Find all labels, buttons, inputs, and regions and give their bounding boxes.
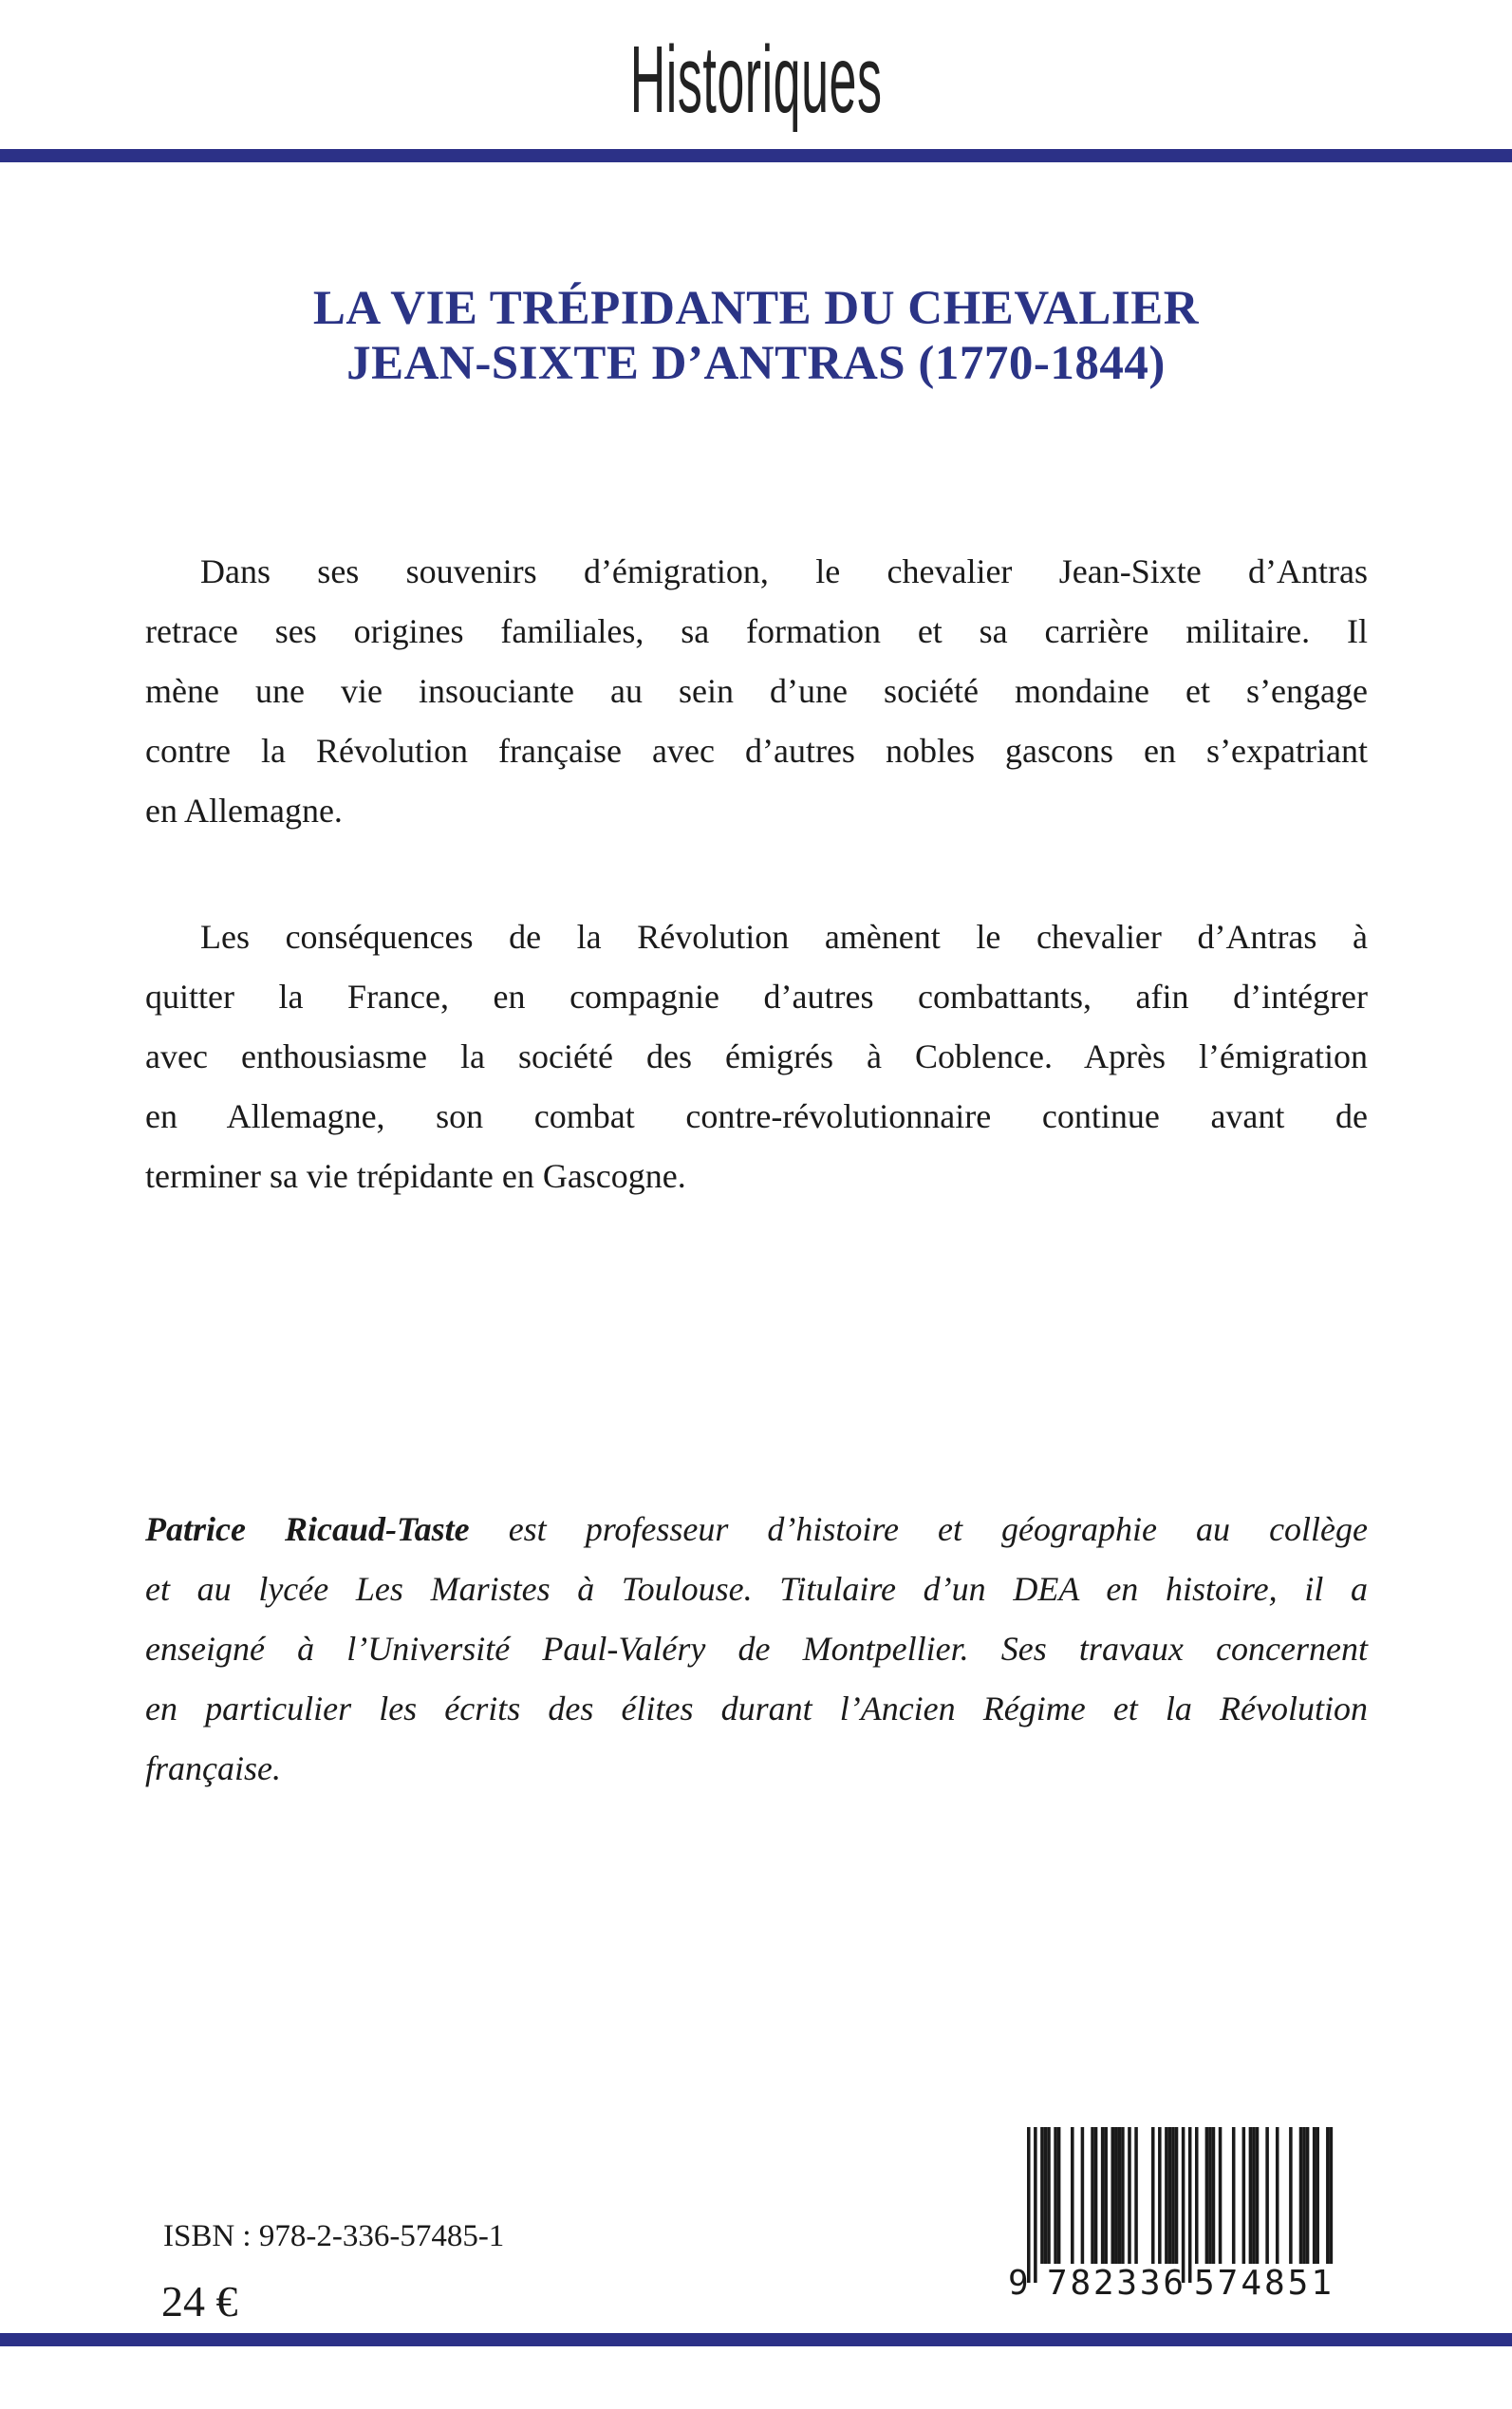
barcode-bar (1151, 2127, 1155, 2264)
barcode-bar (1232, 2127, 1236, 2264)
barcode-bar (1071, 2127, 1074, 2264)
barcode-bar (1265, 2127, 1269, 2264)
barcode-bar (1171, 2127, 1175, 2264)
barcode-bar (1249, 2127, 1253, 2264)
isbn-label: ISBN : 978-2-336-57485-1 (163, 2219, 505, 2253)
price-label: 24 € (161, 2277, 238, 2325)
barcode-bar (1128, 2127, 1131, 2264)
barcode-bar (1212, 2127, 1216, 2264)
text-line: retrace ses origines familiales, sa formation et sa carrière militaire. Il (145, 612, 1368, 650)
book-title-line1: LA VIE TRÉPIDANTE DU CHEVALIER (312, 282, 1200, 335)
barcode-bar (1104, 2127, 1108, 2264)
barcode-bar (1299, 2127, 1303, 2264)
text-line: en Allemagne. (145, 792, 343, 830)
barcode-bar (1040, 2127, 1044, 2264)
barcode-bar (1134, 2127, 1138, 2264)
barcode-bar (1054, 2127, 1057, 2264)
barcode-bar (1027, 2127, 1031, 2283)
barcode-bar (1091, 2127, 1094, 2264)
barcode-digits-left: 782336 (1047, 2264, 1184, 2298)
barcode-bar (1034, 2127, 1037, 2283)
barcode-bar (1188, 2127, 1192, 2283)
synopsis-paragraph-2 (145, 907, 1368, 1206)
text-line: en particulier les écrits des élites durant l’Ancien Régime et la Révolution (145, 1690, 1368, 1727)
barcode-bar (1306, 2127, 1310, 2264)
text-line: terminer sa vie trépidante en Gascogne. (145, 1157, 686, 1195)
collection-logo (0, 27, 1512, 133)
barcode-bar (1057, 2127, 1061, 2264)
barcode-bar (1219, 2127, 1223, 2264)
text-line: et au lycée Les Maristes à Toulouse. Titulaire d’un DEA en histoire, il a (145, 1570, 1368, 1608)
bottom-rule (0, 2333, 1512, 2346)
barcode-bar (1121, 2127, 1125, 2264)
barcode-bar (1044, 2127, 1048, 2264)
text-line: enseigné à l’Université Paul-Valéry de Montpellier. Ses travaux concernent (145, 1630, 1368, 1668)
top-rule (0, 149, 1512, 162)
text-line: avec enthousiasme la société des émigrés à Coblence. Après l’émigration (145, 1037, 1368, 1075)
barcode-bar (1118, 2127, 1122, 2264)
barcode-bar (1242, 2127, 1246, 2264)
barcode-bar (1326, 2127, 1330, 2264)
barcode-bar (1205, 2127, 1209, 2264)
barcode-bar (1208, 2127, 1212, 2264)
barcode-digits-right: 574851 (1194, 2264, 1332, 2298)
barcode-bar (1289, 2127, 1293, 2264)
text-line (145, 1500, 1368, 1559)
barcode-svg (1008, 2127, 1335, 2298)
text-line: quitter la France, en compagnie d’autres combattants, afin d’intégrer (145, 978, 1368, 1016)
author-bio (145, 1500, 1368, 1799)
barcode-bar (1165, 2127, 1168, 2264)
text-line: française. (145, 1749, 281, 1787)
barcode-bar (1252, 2127, 1256, 2264)
barcode-bar (1081, 2127, 1085, 2264)
book-title (0, 281, 1512, 391)
barcode-bar (1114, 2127, 1118, 2264)
barcode-bar (1047, 2127, 1051, 2264)
barcode-digit-lead: 9 (1008, 2264, 1029, 2298)
barcode-bar (1094, 2127, 1098, 2264)
barcode-bar (1330, 2127, 1334, 2264)
barcode (1008, 2127, 1335, 2298)
barcode-bar (1175, 2127, 1179, 2264)
barcode-bar (1316, 2127, 1319, 2264)
text-line: contre la Révolution française avec d’autres nobles gascons en s’expatriant (145, 732, 1368, 770)
barcode-bar (1313, 2127, 1316, 2264)
book-title-line2: JEAN-SIXTE D’ANTRAS (1770-1844) (346, 337, 1166, 390)
collection-logo-text: Historiques (629, 27, 883, 133)
author-name: Patrice Ricaud-Taste (145, 1510, 470, 1548)
barcode-bar (1302, 2127, 1306, 2264)
barcode-bar (1195, 2127, 1199, 2264)
text-line: mène une vie insouciante au sein d’une société mondaine et s’engage (145, 672, 1368, 710)
barcode-bar (1256, 2127, 1260, 2264)
barcode-bar (1101, 2127, 1105, 2264)
text-line: en Allemagne, son combat contre-révolutionnaire continue avant de (145, 1097, 1368, 1135)
barcode-bar (1276, 2127, 1279, 2264)
barcode-bar (1111, 2127, 1115, 2264)
barcode-bar (1158, 2127, 1162, 2264)
synopsis-paragraph-1 (145, 542, 1368, 841)
barcode-bar (1168, 2127, 1172, 2264)
bio-line1-rest: est professeur d’histoire et géographie au collège (469, 1510, 1369, 1548)
text-line: Dans ses souvenirs d’émigration, le chevalier Jean-Sixte d’Antras (200, 552, 1368, 590)
text-line: Les conséquences de la Révolution amènent le chevalier d’Antras à (200, 918, 1368, 956)
barcode-bar (1182, 2127, 1185, 2283)
